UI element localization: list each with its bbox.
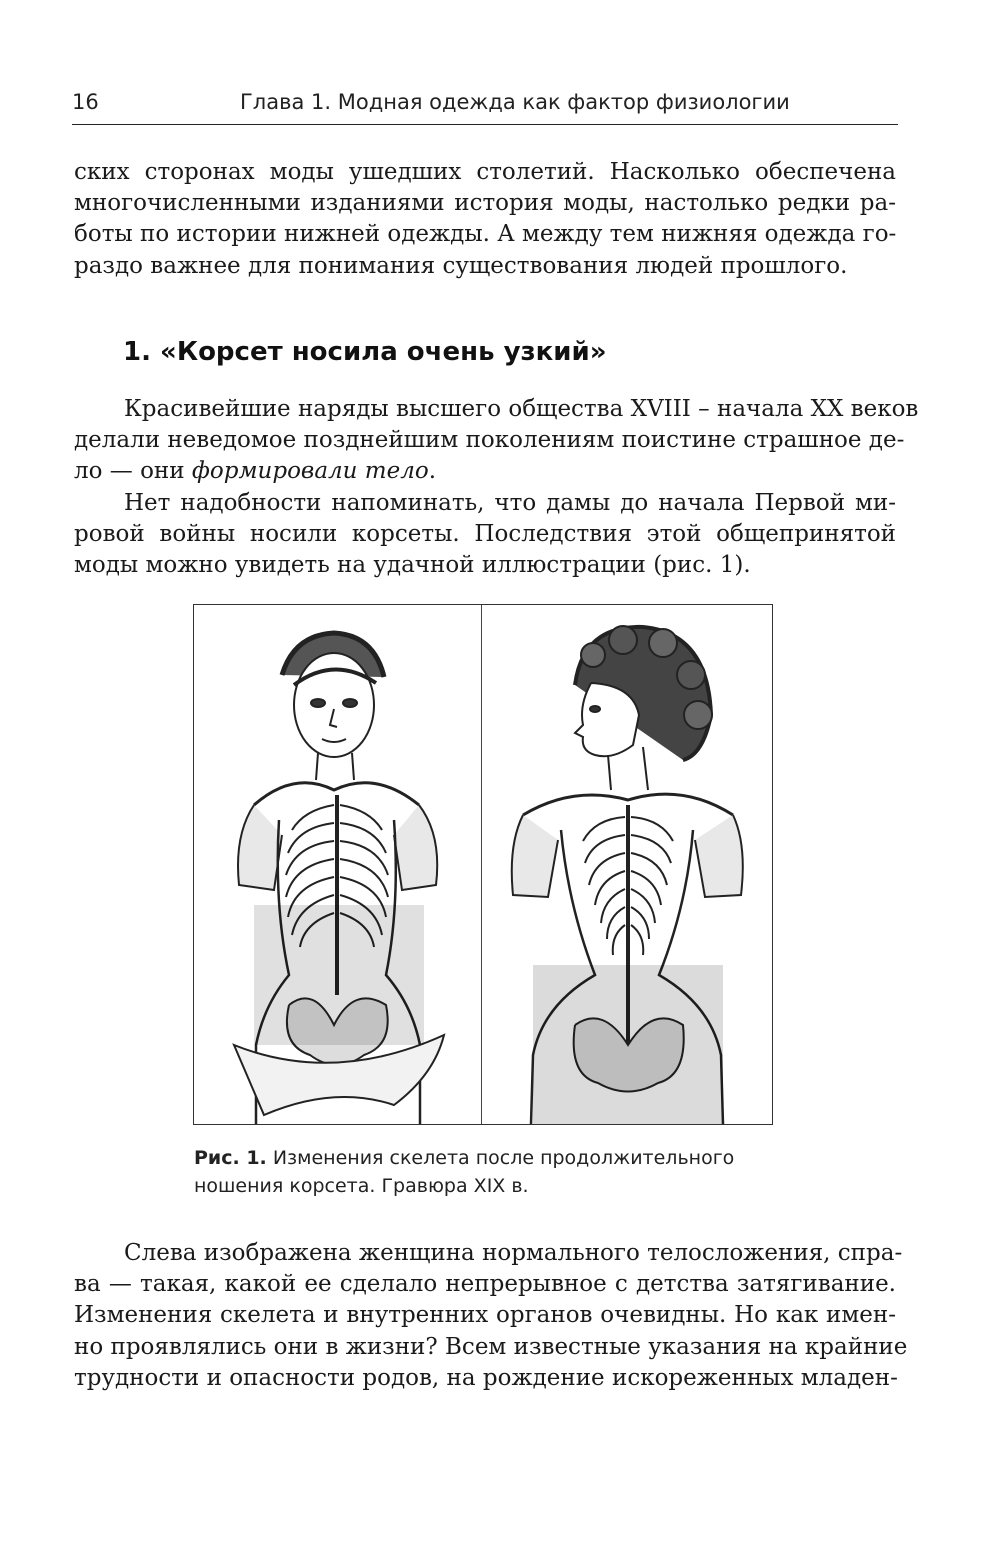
italic-emphasis: формировали тело <box>191 458 429 485</box>
paragraph-1 <box>74 394 919 488</box>
text-line: Изменения скелета и внутренних органов очевидны. Но как имен- <box>74 1302 896 1329</box>
text-line: боты по истории нижней одежды. А между тем нижняя одежда го- <box>74 221 897 248</box>
text-span: . <box>428 458 437 485</box>
text-line: многочисленными изданиями история моды, настолько редки ра- <box>74 190 896 217</box>
paragraph-3 <box>74 1238 908 1394</box>
figure-engraving <box>193 604 773 1125</box>
figure-divider <box>481 605 482 1124</box>
page-number: 16 <box>72 90 99 114</box>
text-line: трудности и опасности родов, на рождение искореженных младен- <box>74 1364 898 1391</box>
text-line: ских сторонах моды ушедших столетий. Насколько обеспечена <box>74 159 896 185</box>
text-line: Слева изображена женщина нормального телосложения, спра- <box>124 1240 903 1266</box>
text-line: Красивейшие наряды высшего общества XVIII – начала XX веков <box>124 396 919 422</box>
intro-paragraph <box>74 157 896 282</box>
text-line: раздо важнее для понимания существования людей прошлого. <box>74 252 848 279</box>
figure-caption <box>194 1144 794 1200</box>
skeleton-illustration-left <box>194 605 481 1124</box>
running-head <box>72 88 898 125</box>
caption-text: Изменения скелета после продолжительного <box>266 1147 735 1169</box>
chapter-title: Глава 1. Модная одежда как фактор физиологии <box>240 90 790 114</box>
engraving-corseted-skeleton <box>483 605 771 1124</box>
text-line: Нет надобности напоминать, что дамы до начала Первой ми- <box>124 490 896 516</box>
text-line: моды можно увидеть на удачной иллюстрации (рис. 1). <box>74 552 751 579</box>
text-line: делали неведомое позднейшим поколениям поистине страшное де- <box>74 427 905 454</box>
caption-label: Рис. 1. <box>194 1147 267 1169</box>
text-line <box>74 456 896 487</box>
section-heading: 1. «Корсет носила очень узкий» <box>123 337 607 367</box>
paragraph-2 <box>74 488 896 582</box>
caption-text: ношения корсета. Гравюра XIX в. <box>194 1175 529 1197</box>
text-line: но проявлялись они в жизни? Всем известные указания на крайние <box>74 1333 908 1360</box>
text-line: ровой войны носили корсеты. Последствия этой общепринятой <box>74 521 896 548</box>
engraving-normal-skeleton <box>194 605 481 1124</box>
text-line: ва — такая, какой ее сделало непрерывное с детства затягивание. <box>74 1271 896 1298</box>
skeleton-illustration-right <box>483 605 771 1124</box>
text-span: ло — они <box>74 458 192 485</box>
